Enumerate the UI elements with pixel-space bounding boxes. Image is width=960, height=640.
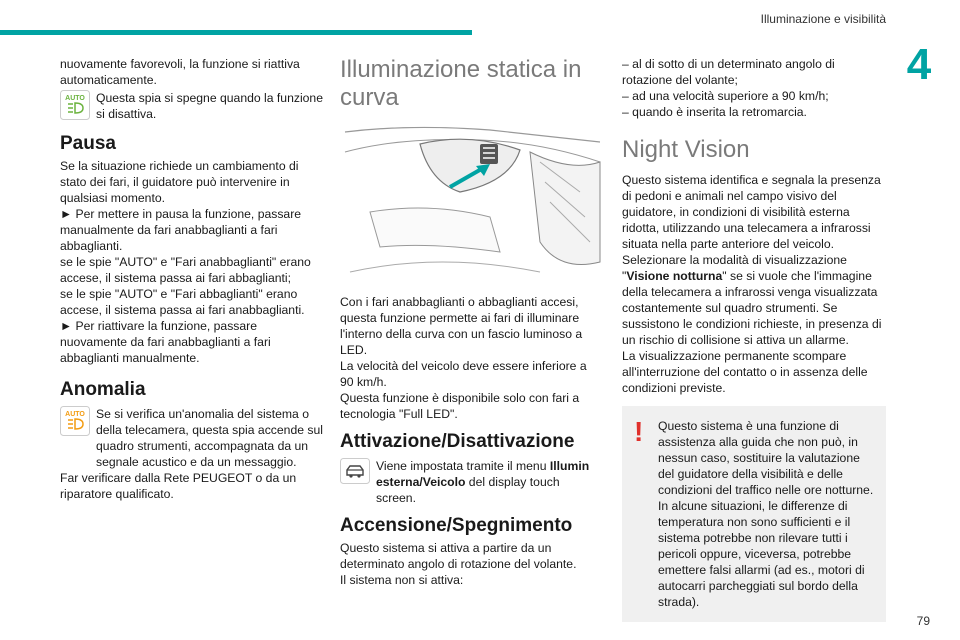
exclamation-icon: ! bbox=[634, 416, 644, 447]
paragraph: Questo sistema si attiva a partire da un determinato angolo di rotazione del volante. bbox=[340, 541, 577, 571]
paragraph: nuovamente favorevoli, la funzione si riattiva automaticamente. bbox=[60, 57, 300, 87]
heading-accensione: Accensione/Spegnimento bbox=[340, 515, 573, 536]
auto-icon-label: AUTO bbox=[65, 95, 85, 102]
heading-anomalia: Anomalia bbox=[60, 379, 146, 400]
paragraph: Il sistema non si attiva: bbox=[340, 573, 464, 587]
column-left bbox=[60, 56, 326, 502]
paragraph: Se si verifica un'anomalia del sistema o della telecamera, questa spia accende sul quadro strumenti, accompagnata da un segnale acustico e da un messaggio. bbox=[96, 407, 323, 469]
paragraph: La visualizzazione permanente scompare all'interruzione del contatto o in assenza delle condizioni previste. bbox=[622, 349, 868, 395]
paragraph: ► Per riattivare la funzione, passare nuovamente da fari anabbaglianti a fari abbaglianti manualmente. bbox=[60, 319, 271, 365]
menu-path: Illumin esterna/Veicolo bbox=[376, 459, 590, 489]
paragraph: In alcune situazioni, le differenze di temperatura non sono sufficienti e il sistema potrebbe non rilevare tutti i pericoli oppure, viceversa, potrebbe emettere falsi allarmi (ad es., motori di autocarri parcheggiati sul bordo della strada). bbox=[658, 499, 865, 609]
warning-box bbox=[622, 406, 886, 622]
page-number: 79 bbox=[916, 614, 930, 628]
paragraph: Questa funzione è disponibile solo con fari a tecnologia "Full LED". bbox=[340, 391, 580, 421]
paragraph: ► Per mettere in pausa la funzione, passare manualmente da fari anabbaglianti a fari abbaglianti. bbox=[60, 207, 302, 253]
paragraph: Questo sistema identifica e segnala la presenza di pedoni e animali nel campo visivo del guidatore, in condizioni di visibilità esterna ridotta, utilizzando una telecamera a infrarossi situata nella parte anteriore del veicolo. bbox=[622, 173, 881, 251]
chapter-number: 4 bbox=[906, 40, 932, 89]
list-item: – quando è inserita la retromarcia. bbox=[622, 105, 807, 119]
settings-menu-row bbox=[340, 458, 602, 506]
heading-night-vision: Night Vision bbox=[622, 136, 750, 163]
paragraph: Se la situazione richiede un cambiamento di stato dei fari, il guidatore può intervenire in qualsiasi momento. bbox=[60, 159, 299, 205]
auto-headlight-icon bbox=[60, 90, 90, 120]
section-title: Illuminazione e visibilità bbox=[760, 12, 886, 26]
paragraph: La velocità del veicolo deve essere inferiore a 90 km/h. bbox=[340, 359, 587, 389]
heading-pausa: Pausa bbox=[60, 133, 116, 154]
paragraph: Questa spia si spegne quando la funzione si disattiva. bbox=[96, 91, 323, 121]
paragraph: Con i fari anabbaglianti o abbaglianti accesi, questa funzione permette ai fari di illuminare l'interno della curva con un fascio luminoso a LED. bbox=[340, 295, 583, 357]
paragraph: "Visione notturna" se si vuole che l'immagine della telecamera a infrarossi venga visualizzata costantemente sul quadro strumenti. Se sussistono le condizioni richieste, in presenza di un rischio di collisione si attiva un allarme. bbox=[622, 269, 882, 347]
paragraph: Questo sistema è una funzione di assistenza alla guida che non può, in nessun caso, sostituire la valutazione del guidatore della visibilità e delle condizioni del traffico nelle ore notturne. bbox=[658, 419, 874, 497]
heading-illuminazione-statica: Illuminazione statica in curva bbox=[340, 56, 582, 111]
auto-headlight-fault-icon bbox=[60, 406, 90, 436]
column-right bbox=[622, 56, 886, 622]
car-settings-icon bbox=[340, 458, 370, 484]
anomaly-indicator-row bbox=[60, 406, 326, 470]
mode-name: Visione notturna bbox=[626, 269, 723, 283]
paragraph: Far verificare dalla Rete PEUGEOT o da un riparatore qualificato. bbox=[60, 471, 297, 501]
list-item: – al di sotto di un determinato angolo di rotazione del volante; bbox=[622, 57, 835, 87]
paragraph: Selezionare la modalità di visualizzazione bbox=[622, 253, 847, 267]
headlight-illustration bbox=[340, 122, 602, 282]
auto-indicator-row bbox=[60, 90, 326, 122]
auto-icon-label: AUTO bbox=[65, 411, 85, 418]
paragraph: se le spie "AUTO" e "Fari anabbaglianti" erano accese, il sistema passa ai fari abbaglianti; bbox=[60, 255, 311, 285]
column-middle bbox=[340, 56, 602, 588]
paragraph: se le spie "AUTO" e "Fari abbaglianti" erano accese, il sistema passa ai fari anabbaglianti. bbox=[60, 287, 305, 317]
list-item: – ad una velocità superiore a 90 km/h; bbox=[622, 89, 829, 103]
heading-attivazione: Attivazione/Disattivazione bbox=[340, 431, 575, 452]
paragraph: Viene impostata tramite il menu Illumin esterna/Veicolo del display touch screen. bbox=[376, 459, 590, 505]
header-accent-bar bbox=[0, 30, 472, 35]
